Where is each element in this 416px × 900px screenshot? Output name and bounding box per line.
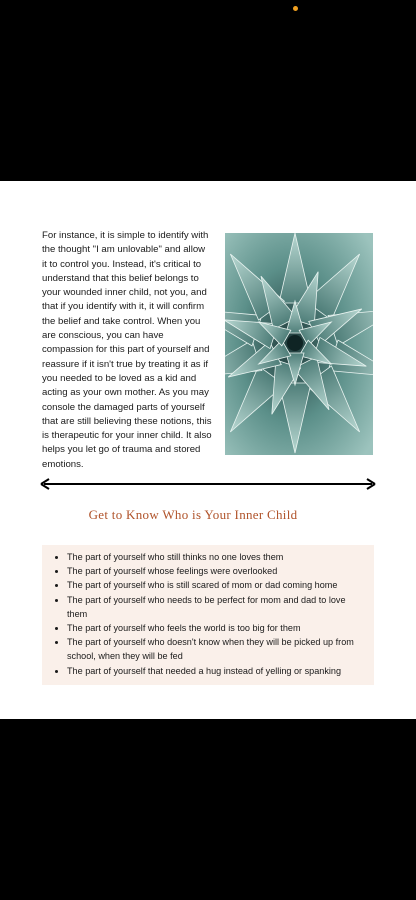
list-item: • The part of yourself who is still scared of mom or dad coming home [67, 578, 362, 592]
list-item: • The part of yourself who doesn't know when they will be picked up from school, when they will be fed [67, 635, 362, 663]
top-black-area [0, 0, 416, 181]
status-dot-icon [293, 6, 298, 11]
succulent-image [225, 233, 373, 455]
list-item: • The part of yourself who still thinks no one loves them [67, 550, 362, 564]
article-content [0, 181, 416, 719]
list-item: • The part of yourself that needed a hug instead of yelling or spanking [67, 664, 362, 678]
list-item: • The part of yourself who feels the world is too big for them [67, 621, 362, 635]
article-paragraph: For instance, it is simple to identify with the thought "I am unlovable" and allow it to control you. Instead, it's critical to understand that this belief belongs to your wounded inner child, not you, and that if you identify with it, it will confirm the belief and take control. When you are conscious, you can have compassion for this part of yourself and reassure if it isn't true by treating it as if you needed to be loved as a kid and acting as your own mother. As you may console the damaged parts of yourself that are still believing these notions, this is therapeutic for your inner child. It also helps you let go of trauma and stored emotions. [42, 230, 212, 470]
section-title: Get to Know Who is Your Inner Child [88, 507, 298, 522]
list-item: • The part of yourself who needs to be perfect for mom and dad to love them [67, 593, 362, 621]
bottom-black-area [0, 719, 416, 900]
double-headed-arrow-icon [40, 477, 376, 491]
inner-child-list [42, 545, 374, 685]
list-item: • The part of yourself whose feelings were overlooked [67, 564, 362, 578]
